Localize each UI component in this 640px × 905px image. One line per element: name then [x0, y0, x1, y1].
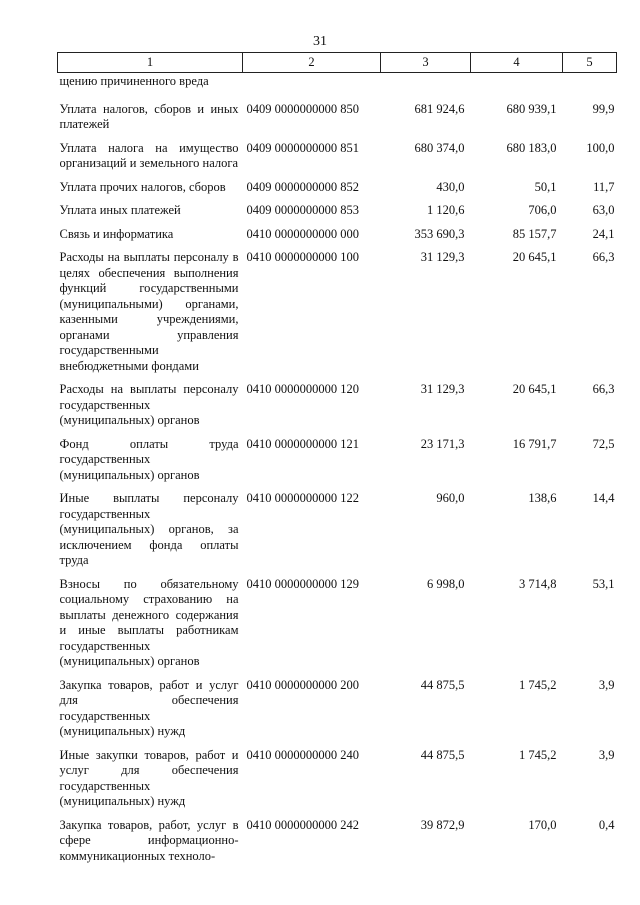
row-percent: 11,7 [593, 179, 615, 194]
row-name: Уплата налогов, сборов и иных платежей [59, 101, 239, 131]
row-code: 0410 0000000000 129 [246, 576, 359, 591]
table-row [58, 102, 617, 141]
row-name: Уплата иных платежей [59, 203, 181, 217]
table-row [58, 437, 617, 492]
col-header-4: 4 [471, 53, 563, 73]
row-name: щению причиненного вреда [59, 74, 209, 88]
table-header-row [58, 53, 617, 73]
row-percent: 3,9 [598, 747, 615, 762]
col-header-5: 5 [563, 53, 617, 73]
row-name: Закупка товаров, работ и услуг для обеспечения государственных (муниципальных) нужд [59, 677, 239, 738]
row-percent: 66,3 [592, 250, 615, 264]
row-actual: 1 745,2 [519, 677, 557, 692]
row-code: 0410 0000000000 120 [246, 382, 359, 396]
row-planned: 44 875,5 [420, 747, 465, 762]
row-planned: 6 998,0 [427, 576, 465, 591]
row-code: 0410 0000000000 240 [246, 747, 359, 762]
col-header-3: 3 [381, 53, 471, 73]
row-code: 0409 0000000000 850 [246, 101, 359, 116]
row-name: Расходы на выплаты персоналу государственных (муниципальных) органов [59, 382, 239, 427]
table-row [58, 491, 617, 577]
row-percent: 3,9 [598, 677, 615, 692]
row-code [243, 73, 381, 102]
col-header-2: 2 [243, 53, 381, 73]
row-name: Фонд оплаты труда государственных (муниципальных) органов [59, 436, 239, 482]
page-number: 31 [313, 34, 327, 49]
row-planned: 353 690,3 [414, 226, 465, 241]
row-name: Иные выплаты персоналу государственных (муниципальных) органов, за исключением фонда оплаты труда [59, 491, 239, 567]
row-actual: 170,0 [528, 817, 557, 832]
row-code: 0410 0000000000 121 [246, 436, 359, 451]
budget-table [57, 52, 617, 872]
row-name: Закупка товаров, работ, услуг в сфере информационно-коммуникационных техноло- [59, 817, 239, 863]
table-row [58, 180, 617, 204]
table-row [58, 203, 617, 227]
row-percent: 72,5 [592, 436, 615, 451]
row-percent: 63,0 [592, 203, 615, 217]
row-actual: 16 791,7 [512, 436, 557, 451]
row-actual: 680 939,1 [506, 101, 557, 116]
row-percent: 14,4 [592, 491, 615, 505]
row-planned [381, 73, 471, 102]
row-name: Иные закупки товаров, работ и услуг для обеспечения государственных (муниципальных) нужд [59, 747, 239, 808]
row-code: 0409 0000000000 853 [246, 203, 359, 217]
row-actual: 85 157,7 [512, 226, 557, 241]
row-actual: 138,6 [528, 491, 557, 505]
row-actual: 20 645,1 [512, 250, 557, 264]
row-actual: 680 183,0 [506, 140, 557, 155]
row-code: 0409 0000000000 852 [246, 179, 359, 194]
row-actual: 3 714,8 [519, 576, 557, 591]
table-row [58, 577, 617, 678]
row-planned: 430,0 [436, 179, 465, 194]
row-code: 0410 0000000000 200 [246, 677, 359, 692]
table-row [58, 678, 617, 748]
row-percent: 0,4 [598, 817, 615, 832]
row-percent: 99,9 [592, 101, 615, 116]
row-code: 0409 0000000000 851 [246, 140, 359, 155]
row-name: Расходы на выплаты персоналу в целях обеспечения выполнения функций государственными (муниципальными) органами, казенными учреждениями, органами управления государственными внебюджетными фондами [59, 250, 239, 373]
row-actual: 706,0 [528, 203, 557, 217]
row-name: Уплата налога на имущество организаций и земельного налога [59, 140, 239, 170]
row-percent: 24,1 [592, 226, 615, 241]
row-actual [471, 73, 563, 102]
row-code: 0410 0000000000 242 [246, 817, 359, 832]
row-percent: 100,0 [586, 140, 615, 155]
row-name: Уплата прочих налогов, сборов [59, 179, 226, 194]
row-code: 0410 0000000000 000 [246, 226, 359, 241]
row-planned: 960,0 [436, 491, 465, 505]
row-percent: 66,3 [592, 382, 615, 396]
row-name: Взносы по обязательному социальному страхованию на выплаты денежного содержания и иные выплаты работникам государственных (муниципальных) органов [59, 576, 239, 668]
row-planned: 44 875,5 [420, 677, 465, 692]
row-planned: 31 129,3 [420, 382, 465, 396]
row-code: 0410 0000000000 122 [246, 491, 359, 505]
row-percent: 53,1 [592, 576, 615, 591]
table-row [58, 227, 617, 251]
row-planned: 31 129,3 [420, 250, 465, 264]
row-actual: 1 745,2 [519, 747, 557, 762]
row-planned: 39 872,9 [420, 817, 465, 832]
col-header-1: 1 [58, 53, 243, 73]
table-row [58, 141, 617, 180]
row-actual: 50,1 [534, 179, 557, 194]
table-row [58, 250, 617, 382]
row-code: 0410 0000000000 100 [246, 250, 359, 264]
row-actual: 20 645,1 [512, 382, 557, 396]
table-row [58, 73, 617, 102]
row-planned: 681 924,6 [414, 101, 465, 116]
row-name: Связь и информатика [59, 226, 174, 241]
row-planned: 1 120,6 [427, 203, 465, 217]
table-row [58, 748, 617, 818]
table-row [58, 382, 617, 437]
table-row [58, 818, 617, 873]
row-percent [563, 73, 617, 102]
row-planned: 23 171,3 [420, 436, 465, 451]
row-planned: 680 374,0 [414, 140, 465, 155]
